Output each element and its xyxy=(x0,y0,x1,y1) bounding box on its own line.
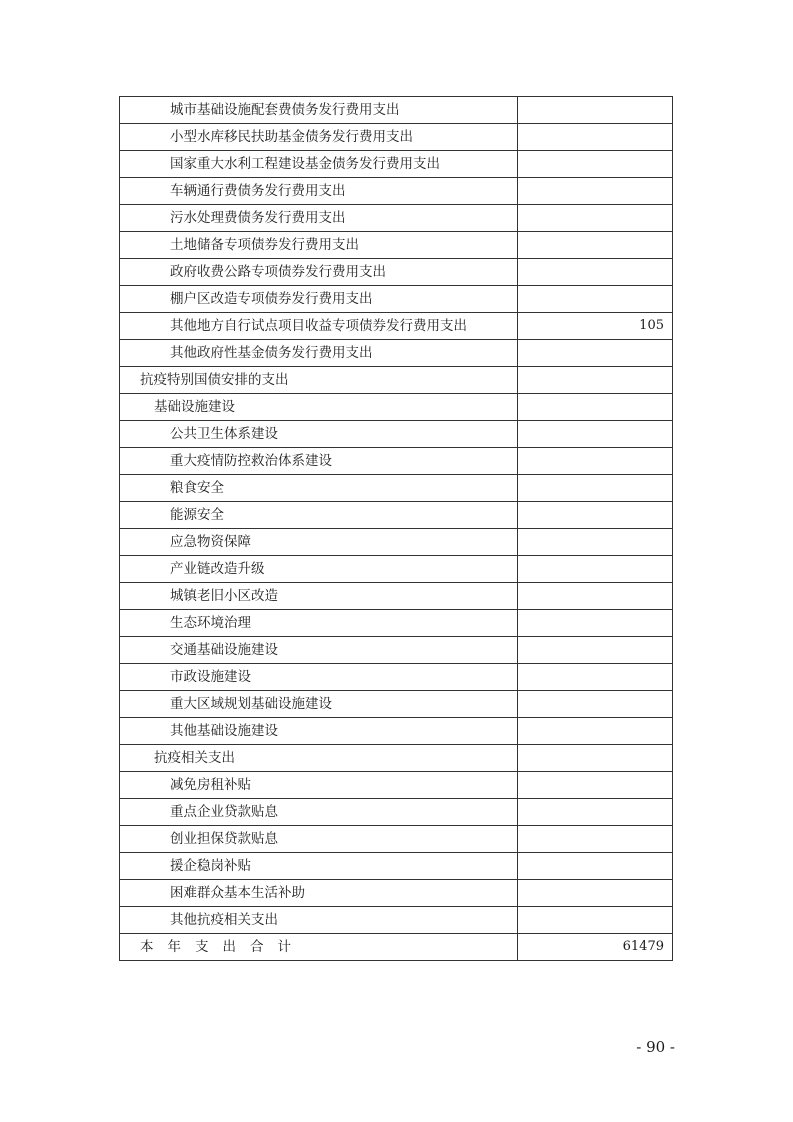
table-row xyxy=(120,907,673,934)
row-label: 国家重大水利工程建设基金债务发行费用支出 xyxy=(120,151,518,178)
row-label: 粮食安全 xyxy=(120,475,518,502)
table-row xyxy=(120,97,673,124)
row-value xyxy=(518,610,673,637)
row-label: 创业担保贷款贴息 xyxy=(120,826,518,853)
table-body xyxy=(120,97,673,961)
row-value xyxy=(518,178,673,205)
row-label: 其他抗疫相关支出 xyxy=(120,907,518,934)
row-value xyxy=(518,880,673,907)
row-value xyxy=(518,556,673,583)
table-row xyxy=(120,772,673,799)
row-label: 政府收费公路专项债券发行费用支出 xyxy=(120,259,518,286)
row-label: 公共卫生体系建设 xyxy=(120,421,518,448)
row-value xyxy=(518,826,673,853)
row-label: 抗疫相关支出 xyxy=(120,745,518,772)
row-value xyxy=(518,799,673,826)
table-row xyxy=(120,502,673,529)
row-value xyxy=(518,286,673,313)
row-label: 减免房租补贴 xyxy=(120,772,518,799)
row-label: 生态环境治理 xyxy=(120,610,518,637)
row-value xyxy=(518,745,673,772)
row-label: 重大区域规划基础设施建设 xyxy=(120,691,518,718)
table-row xyxy=(120,637,673,664)
table-row xyxy=(120,610,673,637)
row-label: 车辆通行费债务发行费用支出 xyxy=(120,178,518,205)
row-value xyxy=(518,529,673,556)
table-row xyxy=(120,745,673,772)
row-label: 产业链改造升级 xyxy=(120,556,518,583)
expenditure-table xyxy=(119,96,673,961)
row-value xyxy=(518,691,673,718)
table-row xyxy=(120,799,673,826)
row-label: 其他政府性基金债务发行费用支出 xyxy=(120,340,518,367)
table-row xyxy=(120,556,673,583)
row-value xyxy=(518,583,673,610)
row-label: 重大疫情防控救治体系建设 xyxy=(120,448,518,475)
table-row xyxy=(120,529,673,556)
row-label: 困难群众基本生活补助 xyxy=(120,880,518,907)
row-label: 重点企业贷款贴息 xyxy=(120,799,518,826)
row-value xyxy=(518,232,673,259)
row-label: 土地储备专项债券发行费用支出 xyxy=(120,232,518,259)
row-label: 交通基础设施建设 xyxy=(120,637,518,664)
total-label: 本年支出合计 xyxy=(120,934,518,961)
table-row xyxy=(120,880,673,907)
row-value xyxy=(518,502,673,529)
row-value xyxy=(518,367,673,394)
row-value xyxy=(518,151,673,178)
row-value xyxy=(518,205,673,232)
total-value: 61479 xyxy=(518,934,673,961)
table-row xyxy=(120,421,673,448)
row-label: 援企稳岗补贴 xyxy=(120,853,518,880)
row-label: 棚户区改造专项债券发行费用支出 xyxy=(120,286,518,313)
table-row xyxy=(120,475,673,502)
row-value xyxy=(518,124,673,151)
row-label: 污水处理费债务发行费用支出 xyxy=(120,205,518,232)
row-value xyxy=(518,421,673,448)
table-row xyxy=(120,205,673,232)
page-number: - 90 - xyxy=(636,1038,675,1056)
table-row xyxy=(120,151,673,178)
table-row xyxy=(120,313,673,340)
table-row xyxy=(120,124,673,151)
row-value xyxy=(518,907,673,934)
table-row xyxy=(120,826,673,853)
table-row xyxy=(120,448,673,475)
row-value xyxy=(518,340,673,367)
row-label: 其他地方自行试点项目收益专项债券发行费用支出 xyxy=(120,313,518,340)
table-row xyxy=(120,691,673,718)
row-label: 市政设施建设 xyxy=(120,664,518,691)
table-row xyxy=(120,178,673,205)
row-value xyxy=(518,853,673,880)
table-row xyxy=(120,367,673,394)
table-row xyxy=(120,340,673,367)
row-label: 小型水库移民扶助基金债务发行费用支出 xyxy=(120,124,518,151)
row-value xyxy=(518,664,673,691)
row-value xyxy=(518,772,673,799)
row-label: 应急物资保障 xyxy=(120,529,518,556)
table-row xyxy=(120,583,673,610)
table-row xyxy=(120,394,673,421)
table-row xyxy=(120,853,673,880)
row-label: 城镇老旧小区改造 xyxy=(120,583,518,610)
total-row xyxy=(120,934,673,961)
row-value xyxy=(518,637,673,664)
row-value xyxy=(518,448,673,475)
table-row xyxy=(120,664,673,691)
row-value xyxy=(518,394,673,421)
row-value xyxy=(518,475,673,502)
table-row xyxy=(120,259,673,286)
row-value xyxy=(518,718,673,745)
row-value xyxy=(518,97,673,124)
row-label: 抗疫特别国债安排的支出 xyxy=(120,367,518,394)
row-label: 基础设施建设 xyxy=(120,394,518,421)
row-value xyxy=(518,259,673,286)
row-value: 105 xyxy=(518,313,673,340)
table-row xyxy=(120,232,673,259)
row-label: 城市基础设施配套费债务发行费用支出 xyxy=(120,97,518,124)
table-row xyxy=(120,718,673,745)
row-label: 能源安全 xyxy=(120,502,518,529)
row-label: 其他基础设施建设 xyxy=(120,718,518,745)
table-row xyxy=(120,286,673,313)
